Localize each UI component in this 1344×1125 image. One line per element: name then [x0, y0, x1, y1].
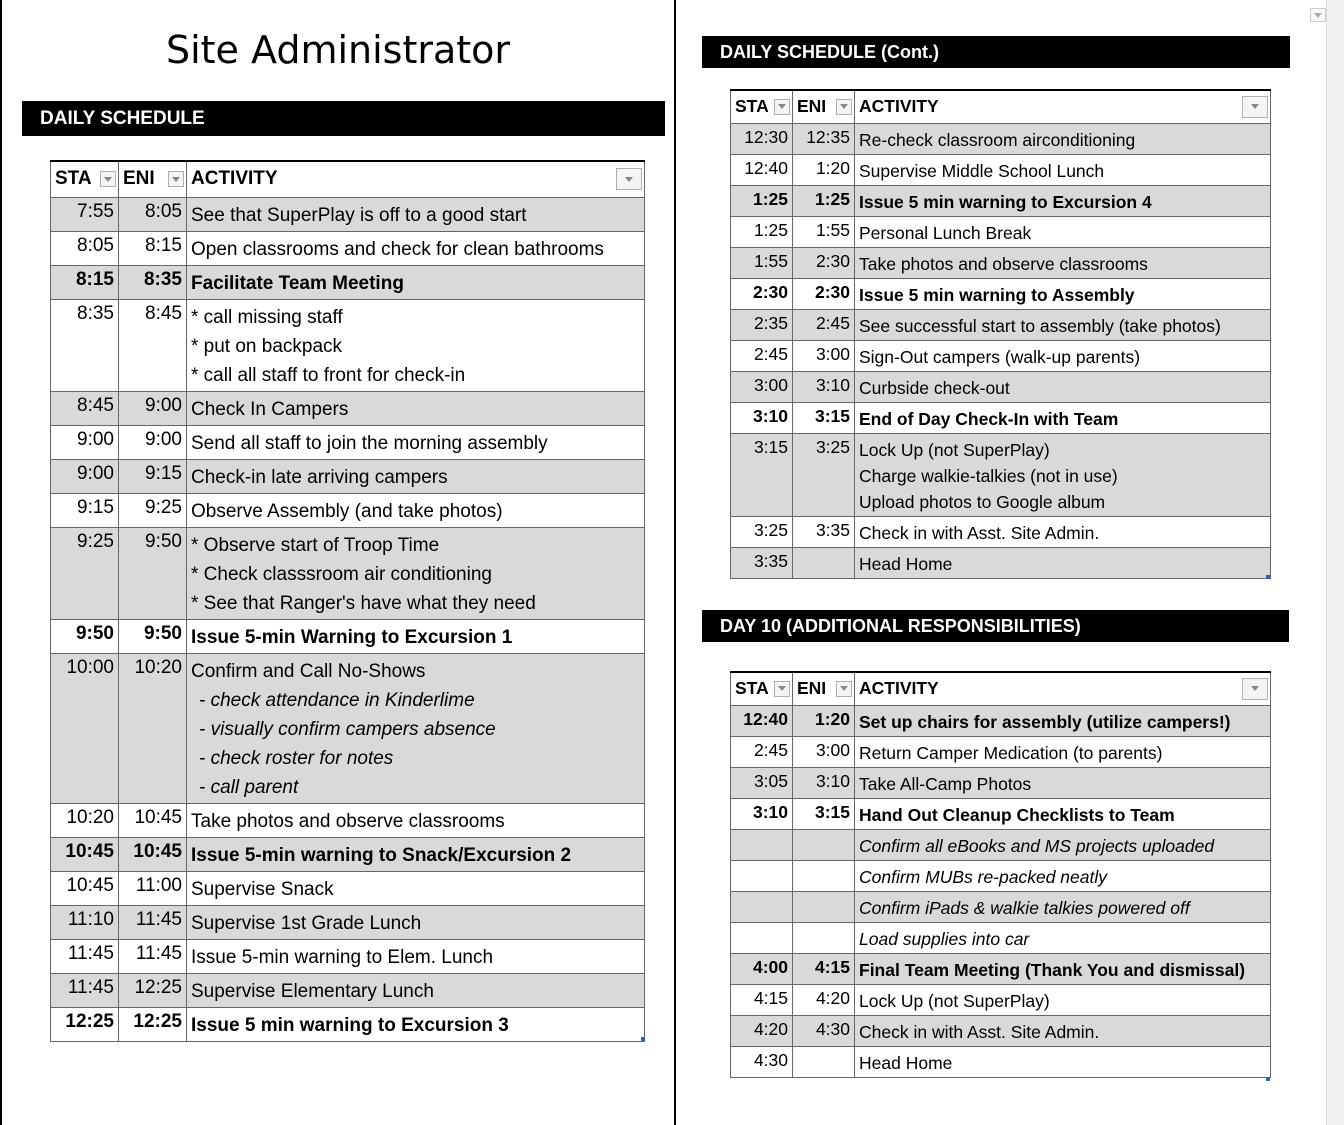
end-time-cell: 11:00	[119, 871, 187, 905]
column-header-activity-label: ACTIVITY	[191, 168, 278, 190]
start-time-cell: 10:00	[51, 653, 119, 803]
activity-line: Upload photos to Google album	[859, 491, 1106, 512]
end-time-cell: 10:45	[119, 803, 187, 837]
activity-cell	[855, 547, 1271, 578]
activity-line: Lock Up (not SuperPlay)	[859, 990, 1050, 1011]
table-row	[51, 425, 645, 459]
activity-line: Take photos and observe classrooms	[859, 253, 1148, 274]
start-time-cell: 3:25	[731, 516, 793, 547]
column-header-start	[731, 672, 793, 705]
start-time-cell: 2:35	[731, 309, 793, 340]
table-row	[731, 278, 1271, 309]
activity-line: * Observe start of Troop Time	[191, 534, 440, 556]
activity-line: Issue 5 min warning to Excursion 3	[191, 1014, 509, 1036]
end-time-cell: 3:25	[793, 433, 855, 516]
table-row	[731, 547, 1271, 578]
activity-subline: - check roster for notes	[199, 747, 394, 769]
activity-subline: - visually confirm campers absence	[199, 718, 496, 740]
start-time-cell: 10:45	[51, 871, 119, 905]
start-time-cell: 3:35	[731, 547, 793, 578]
table-row	[51, 1007, 645, 1041]
table-row	[51, 939, 645, 973]
end-time-cell: 11:45	[119, 939, 187, 973]
activity-cell	[855, 247, 1271, 278]
end-time-cell: 8:45	[119, 299, 187, 391]
column-header-start	[51, 161, 119, 197]
activity-cell	[187, 493, 645, 527]
end-time-cell: 1:20	[793, 154, 855, 185]
end-time-cell: 10:20	[119, 653, 187, 803]
activity-line: See successful start to assembly (take photos)	[859, 315, 1221, 336]
table-row	[731, 736, 1271, 767]
activity-cell	[855, 309, 1271, 340]
activity-line: Set up chairs for assembly (utilize campers!)	[859, 711, 1231, 732]
activity-line: * call missing staff	[191, 306, 343, 328]
activity-cell	[187, 803, 645, 837]
start-time-cell: 8:45	[51, 391, 119, 425]
table-row	[731, 185, 1271, 216]
end-time-cell: 4:15	[793, 953, 855, 984]
column-header-activity	[187, 161, 645, 197]
table-row	[51, 871, 645, 905]
activity-cell	[855, 278, 1271, 309]
activity-cell	[187, 905, 645, 939]
end-time-cell: 3:00	[793, 340, 855, 371]
activity-cell	[855, 829, 1271, 860]
filter-dropdown-activity-icon[interactable]	[1242, 678, 1268, 700]
table-row	[51, 231, 645, 265]
activity-subline: - call parent	[199, 776, 299, 798]
end-time-cell: 3:15	[793, 798, 855, 829]
column-header-end-label: ENI	[797, 96, 827, 117]
start-time-cell: 8:35	[51, 299, 119, 391]
column-header-activity	[855, 90, 1271, 123]
column-header-end-label: ENI	[797, 678, 827, 699]
activity-cell	[855, 371, 1271, 402]
filter-dropdown-start-icon[interactable]	[774, 681, 790, 697]
end-time-cell: 1:25	[793, 185, 855, 216]
activity-cell	[187, 265, 645, 299]
start-time-cell	[731, 860, 793, 891]
table-row	[51, 459, 645, 493]
end-time-cell: 9:00	[119, 391, 187, 425]
table-row	[731, 984, 1271, 1015]
daily-schedule-table	[50, 160, 645, 1042]
filter-dropdown-end-icon[interactable]	[836, 99, 852, 115]
end-time-cell	[793, 860, 855, 891]
table-row	[51, 973, 645, 1007]
start-time-cell: 12:30	[731, 123, 793, 154]
table-header-row	[51, 161, 645, 197]
end-time-cell: 12:25	[119, 973, 187, 1007]
activity-cell	[855, 340, 1271, 371]
activity-cell	[855, 953, 1271, 984]
end-time-cell: 9:15	[119, 459, 187, 493]
activity-cell	[187, 871, 645, 905]
activity-line: Charge walkie-talkies (not in use)	[859, 465, 1118, 486]
activity-cell	[187, 837, 645, 871]
column-header-end	[793, 90, 855, 123]
activity-cell	[855, 891, 1271, 922]
activity-cell	[855, 705, 1271, 736]
start-time-cell	[731, 829, 793, 860]
section-header-daily-schedule: DAILY SCHEDULE	[22, 101, 665, 136]
table-resize-handle-icon[interactable]	[1266, 575, 1270, 579]
column-header-activity-label: ACTIVITY	[859, 678, 939, 699]
activity-line: End of Day Check-In with Team	[859, 408, 1119, 429]
activity-line: Issue 5-min warning to Elem. Lunch	[191, 946, 494, 968]
end-time-cell: 1:55	[793, 216, 855, 247]
column-header-activity	[855, 672, 1271, 705]
table-row	[731, 371, 1271, 402]
activity-line: Head Home	[859, 1052, 953, 1073]
activity-cell	[187, 527, 645, 619]
table-row	[731, 340, 1271, 371]
end-time-cell: 4:30	[793, 1015, 855, 1046]
start-time-cell	[731, 922, 793, 953]
column-header-end	[793, 672, 855, 705]
table-row	[51, 527, 645, 619]
activity-cell	[187, 299, 645, 391]
filter-dropdown-activity-icon[interactable]	[616, 168, 642, 190]
end-time-cell: 9:50	[119, 527, 187, 619]
end-time-cell: 3:35	[793, 516, 855, 547]
activity-line: Supervise 1st Grade Lunch	[191, 912, 422, 934]
activity-line: Issue 5 min warning to Excursion 4	[859, 191, 1152, 212]
table-row	[51, 653, 645, 803]
daily-schedule-cont-table	[730, 89, 1271, 579]
column-header-start-label: STA	[735, 96, 769, 117]
table-resize-handle-icon[interactable]	[1266, 1077, 1270, 1081]
activity-cell	[855, 767, 1271, 798]
table-row	[51, 905, 645, 939]
table-row	[731, 1046, 1271, 1077]
end-time-cell: 9:50	[119, 619, 187, 653]
table-row	[51, 619, 645, 653]
start-time-cell: 12:40	[731, 705, 793, 736]
table-row	[731, 705, 1271, 736]
activity-cell	[855, 922, 1271, 953]
table-row	[51, 493, 645, 527]
start-time-cell: 8:15	[51, 265, 119, 299]
start-time-cell: 11:10	[51, 905, 119, 939]
activity-line: Take photos and observe classrooms	[191, 810, 505, 832]
activity-line: Supervise Elementary Lunch	[191, 980, 434, 1002]
table-row	[731, 829, 1271, 860]
start-time-cell: 9:25	[51, 527, 119, 619]
column-header-end-label: ENI	[123, 168, 155, 190]
start-time-cell: 4:00	[731, 953, 793, 984]
document-title: Site Administrator	[165, 28, 511, 72]
scroll-dropdown-arrow-icon[interactable]	[1310, 8, 1326, 22]
activity-cell	[187, 973, 645, 1007]
activity-subline: - check attendance in Kinderlime	[199, 689, 475, 711]
start-time-cell: 11:45	[51, 973, 119, 1007]
table-row	[731, 216, 1271, 247]
activity-line: Check In Campers	[191, 398, 349, 420]
activity-line: Check-in late arriving campers	[191, 466, 448, 488]
activity-cell	[855, 433, 1271, 516]
column-header-start-label: STA	[55, 168, 92, 190]
table-row	[731, 1015, 1271, 1046]
start-time-cell: 9:15	[51, 493, 119, 527]
activity-cell	[855, 736, 1271, 767]
activity-line: Open classrooms and check for clean bathrooms	[191, 238, 604, 260]
start-time-cell: 12:25	[51, 1007, 119, 1041]
start-time-cell: 8:05	[51, 231, 119, 265]
activity-cell	[855, 1015, 1271, 1046]
end-time-cell: 3:10	[793, 767, 855, 798]
activity-line: Supervise Middle School Lunch	[859, 160, 1105, 181]
activity-line: * call all staff to front for check-in	[191, 364, 466, 386]
end-time-cell: 12:35	[793, 123, 855, 154]
activity-subline: Load supplies into car	[859, 928, 1030, 949]
end-time-cell	[793, 922, 855, 953]
activity-cell	[187, 459, 645, 493]
start-time-cell: 9:00	[51, 459, 119, 493]
start-time-cell: 10:20	[51, 803, 119, 837]
activity-line: Supervise Snack	[191, 878, 334, 900]
filter-dropdown-start-icon[interactable]	[100, 171, 116, 187]
table-row	[731, 433, 1271, 516]
activity-line: * put on backpack	[191, 335, 343, 357]
start-time-cell: 3:00	[731, 371, 793, 402]
end-time-cell	[793, 547, 855, 578]
activity-cell	[187, 653, 645, 803]
activity-cell	[855, 516, 1271, 547]
activity-cell	[855, 860, 1271, 891]
table-row	[731, 309, 1271, 340]
start-time-cell: 1:55	[731, 247, 793, 278]
start-time-cell: 7:55	[51, 197, 119, 231]
activity-cell	[855, 154, 1271, 185]
column-header-start	[731, 90, 793, 123]
activity-cell	[855, 402, 1271, 433]
end-time-cell: 3:10	[793, 371, 855, 402]
section-header-daily-schedule-cont: DAILY SCHEDULE (Cont.)	[702, 36, 1290, 68]
activity-line: Send all staff to join the morning assembly	[191, 432, 548, 454]
table-row	[731, 402, 1271, 433]
start-time-cell: 4:15	[731, 984, 793, 1015]
start-time-cell: 3:15	[731, 433, 793, 516]
end-time-cell: 11:45	[119, 905, 187, 939]
filter-dropdown-end-icon[interactable]	[836, 681, 852, 697]
activity-cell	[187, 391, 645, 425]
end-time-cell: 2:30	[793, 247, 855, 278]
activity-cell	[187, 939, 645, 973]
activity-cell	[187, 425, 645, 459]
section-header-day-10: DAY 10 (ADDITIONAL RESPONSIBILITIES)	[702, 610, 1289, 642]
start-time-cell: 9:50	[51, 619, 119, 653]
activity-line: Issue 5-min warning to Snack/Excursion 2	[191, 844, 572, 866]
activity-line: Curbside check-out	[859, 377, 1010, 398]
start-time-cell: 10:45	[51, 837, 119, 871]
end-time-cell: 9:00	[119, 425, 187, 459]
start-time-cell	[731, 891, 793, 922]
activity-line: Issue 5-min Warning to Excursion 1	[191, 626, 513, 648]
day-10-table	[730, 671, 1271, 1078]
activity-subline: Confirm iPads & walkie talkies powered off	[859, 897, 1190, 918]
activity-line: Return Camper Medication (to parents)	[859, 742, 1163, 763]
end-time-cell: 10:45	[119, 837, 187, 871]
table-row	[731, 798, 1271, 829]
activity-line: Personal Lunch Break	[859, 222, 1032, 243]
start-time-cell: 3:10	[731, 402, 793, 433]
activity-line: Hand Out Cleanup Checklists to Team	[859, 804, 1175, 825]
activity-line: Take All-Camp Photos	[859, 773, 1032, 794]
activity-cell	[855, 984, 1271, 1015]
activity-line: Facilitate Team Meeting	[191, 272, 404, 294]
table-row	[51, 299, 645, 391]
end-time-cell: 8:05	[119, 197, 187, 231]
activity-line: Issue 5 min warning to Assembly	[859, 284, 1135, 305]
activity-line: See that SuperPlay is off to a good start	[191, 204, 527, 226]
end-time-cell: 2:30	[793, 278, 855, 309]
start-time-cell: 3:05	[731, 767, 793, 798]
filter-dropdown-end-icon[interactable]	[168, 171, 184, 187]
start-time-cell: 2:45	[731, 736, 793, 767]
end-time-cell: 9:25	[119, 493, 187, 527]
start-time-cell: 3:10	[731, 798, 793, 829]
activity-cell	[187, 619, 645, 653]
table-row	[731, 953, 1271, 984]
vertical-scrollbar[interactable]	[1326, 0, 1344, 1125]
end-time-cell	[793, 891, 855, 922]
table-row	[731, 891, 1271, 922]
start-time-cell: 2:45	[731, 340, 793, 371]
table-row	[731, 123, 1271, 154]
table-header-row	[731, 90, 1271, 123]
table-header-row	[731, 672, 1271, 705]
start-time-cell: 2:30	[731, 278, 793, 309]
activity-cell	[187, 231, 645, 265]
table-row	[51, 391, 645, 425]
activity-line: Sign-Out campers (walk-up parents)	[859, 346, 1141, 367]
end-time-cell	[793, 829, 855, 860]
activity-line: Check in with Asst. Site Admin.	[859, 1021, 1100, 1042]
activity-subline: Confirm all eBooks and MS projects uploaded	[859, 835, 1215, 856]
end-time-cell: 1:20	[793, 705, 855, 736]
column-header-activity-label: ACTIVITY	[859, 96, 939, 117]
start-time-cell: 9:00	[51, 425, 119, 459]
activity-cell	[855, 216, 1271, 247]
activity-line: * See that Ranger's have what they need	[191, 592, 536, 614]
column-header-start-label: STA	[735, 678, 769, 699]
end-time-cell: 3:00	[793, 736, 855, 767]
table-row	[731, 767, 1271, 798]
activity-line: Final Team Meeting (Thank You and dismissal)	[859, 959, 1246, 980]
start-time-cell: 4:30	[731, 1046, 793, 1077]
start-time-cell: 1:25	[731, 185, 793, 216]
table-row	[51, 197, 645, 231]
table-row	[731, 860, 1271, 891]
end-time-cell: 8:35	[119, 265, 187, 299]
table-row	[731, 516, 1271, 547]
filter-dropdown-start-icon[interactable]	[774, 99, 790, 115]
activity-line: Head Home	[859, 553, 953, 574]
activity-line: Confirm and Call No-Shows	[191, 660, 426, 682]
end-time-cell: 3:15	[793, 402, 855, 433]
table-row	[51, 837, 645, 871]
table-row	[731, 922, 1271, 953]
table-row	[51, 803, 645, 837]
end-time-cell: 8:15	[119, 231, 187, 265]
end-time-cell: 12:25	[119, 1007, 187, 1041]
start-time-cell: 1:25	[731, 216, 793, 247]
activity-line: Observe Assembly (and take photos)	[191, 500, 503, 522]
activity-subline: Confirm MUBs re-packed neatly	[859, 866, 1107, 887]
end-time-cell: 2:45	[793, 309, 855, 340]
activity-cell	[855, 1046, 1271, 1077]
table-resize-handle-icon[interactable]	[641, 1037, 645, 1041]
activity-line: Lock Up (not SuperPlay)	[859, 439, 1050, 460]
activity-line: * Check classsroom air conditioning	[191, 563, 492, 585]
table-row	[731, 154, 1271, 185]
activity-line: Re-check classroom airconditioning	[859, 129, 1136, 150]
end-time-cell	[793, 1046, 855, 1077]
activity-line: Check in with Asst. Site Admin.	[859, 522, 1100, 543]
filter-dropdown-activity-icon[interactable]	[1242, 96, 1268, 118]
table-row	[731, 247, 1271, 278]
activity-cell	[855, 185, 1271, 216]
table-row	[51, 265, 645, 299]
end-time-cell: 4:20	[793, 984, 855, 1015]
start-time-cell: 12:40	[731, 154, 793, 185]
activity-cell	[855, 123, 1271, 154]
activity-cell	[187, 197, 645, 231]
column-header-end	[119, 161, 187, 197]
activity-cell	[855, 798, 1271, 829]
start-time-cell: 11:45	[51, 939, 119, 973]
start-time-cell: 4:20	[731, 1015, 793, 1046]
activity-cell	[187, 1007, 645, 1041]
